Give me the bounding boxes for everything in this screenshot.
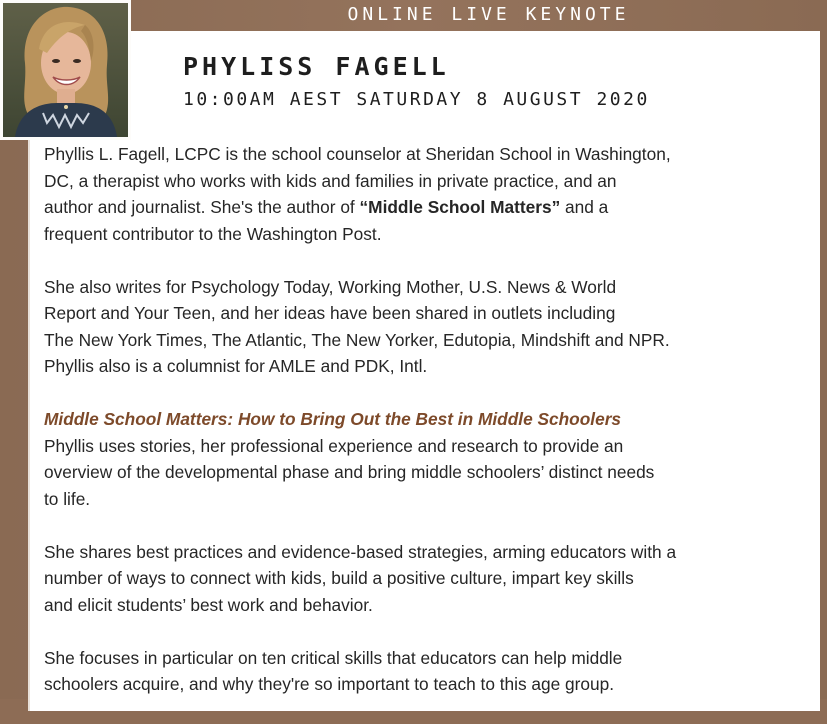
- speaker-name: PHYLISS FAGELL: [183, 52, 450, 81]
- bio-paragraph-1-text: Phyllis L. Fagell, LCPC is the school counselor at Sheridan School in Washington, DC, a therapist who works with kids and families in private practice, and an author and journalist. She's the author of: [44, 144, 671, 217]
- bio-paragraph-1-end: and a frequent contributor to the Washington Post.: [44, 197, 609, 244]
- description-body: [44, 141, 819, 724]
- book-title-quote: “Middle School Matters”: [359, 197, 561, 217]
- book-paragraph-1: Phyllis uses stories, her professional experience and research to provide an overview of the developmental phase and bring middle schoolers’ distinct needs to life.: [44, 435, 655, 509]
- banner-title: ONLINE LIVE KEYNOTE: [347, 4, 630, 25]
- bio-paragraph-1: [44, 141, 819, 247]
- speaker-photo: [0, 0, 131, 140]
- speaker-portrait-image: [3, 3, 128, 137]
- event-datetime: 10:00AM AEST SATURDAY 8 AUGUST 2020: [183, 89, 650, 110]
- book-paragraph-3: She focuses in particular on ten critical skills that educators can help middle schoolers acquire, and why they're so important to teach to this age group.: [44, 647, 623, 694]
- bio-paragraph-2: She also writes for Psychology Today, Working Mother, U.S. News & World Report and Your Teen, and her ideas have been shared in outlets including The New York Times, The Atlantic, The New Yorker, Edutopia, Mindshift and NPR. Phyllis also is a columnist for AMLE and PDK, Intl.: [44, 276, 670, 376]
- book-paragraph-2: She shares best practices and evidence-based strategies, arming educators with a number of ways to connect with kids, build a positive culture, impart key skills and elicit students’ best work and behavior.: [44, 541, 677, 615]
- book-subheading: Middle School Matters: How to Bring Out the Best in Middle Schoolers: [44, 409, 622, 429]
